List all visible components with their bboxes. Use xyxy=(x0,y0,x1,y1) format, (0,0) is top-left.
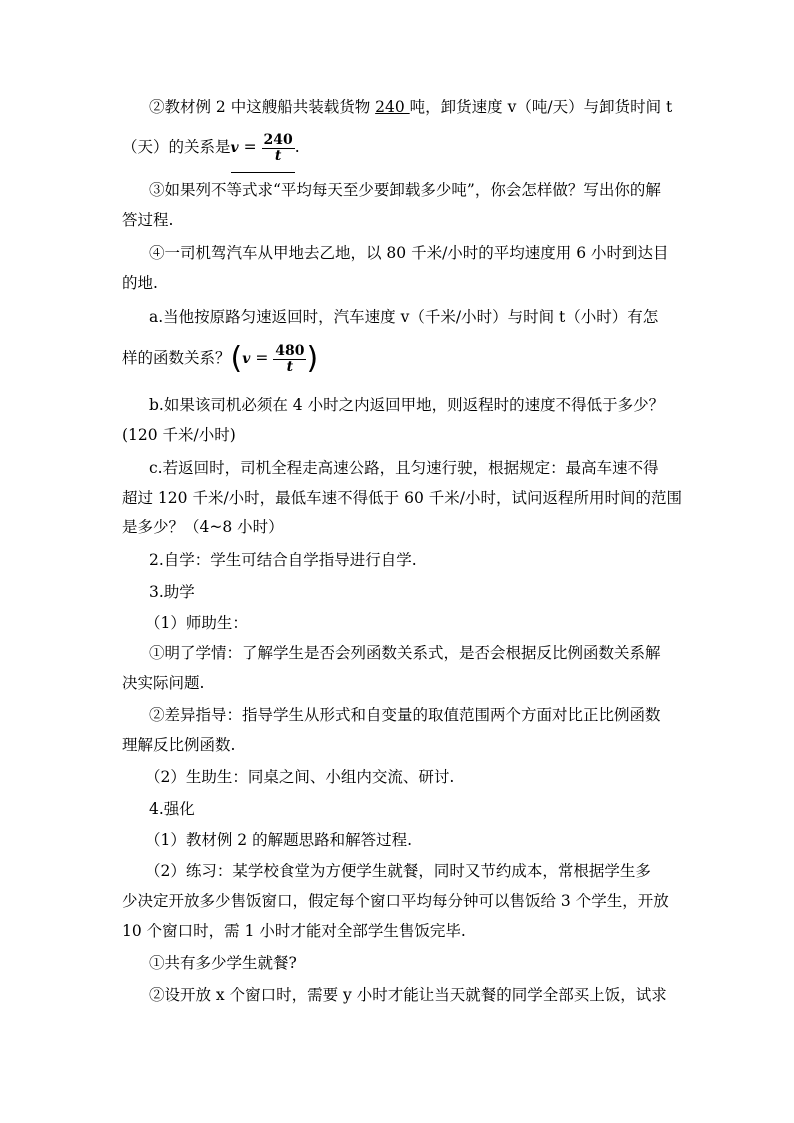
text-line xyxy=(122,488,682,508)
formula-v-240-over-t xyxy=(231,127,295,173)
text-span: ④一司机驾汽车从甲地去乙地，以 80 千米/小时的平均速度用 6 小时到达目 xyxy=(149,244,669,262)
fraction xyxy=(262,133,295,164)
text-span: ③如果列不等式求“平均每天至少要卸载多少吨”，你会怎样做？写出你的解 xyxy=(149,181,661,199)
text-span: 样的函数关系？ xyxy=(122,349,231,367)
text-span: 是多少？（4~8 小时） xyxy=(122,518,284,536)
text-span: 少决定开放多少售饭窗口，假定每个窗口平均每分钟可以售饭给 3 个学生，开放 xyxy=(122,892,669,910)
text-span: a.当他按原路匀速返回时，汽车速度 v（千米/小时）与时间 t（小时）有怎 xyxy=(149,308,659,326)
text-line xyxy=(122,338,318,379)
text-span: （天）的关系是 xyxy=(122,138,231,156)
left-paren: ( xyxy=(230,341,243,376)
text-line xyxy=(122,735,235,755)
text-line xyxy=(145,767,454,787)
text-line xyxy=(122,517,284,537)
text-line xyxy=(122,921,466,941)
text-span: 超过 120 千米/小时，最低车速不得低于 60 千米/小时，试问返程所用时间的范围 xyxy=(122,489,682,507)
text-span: 吨，卸货速度 v（吨/天）与卸货时间 t xyxy=(409,98,673,116)
text-span: (120 千米/小时) xyxy=(122,426,236,444)
text-line xyxy=(122,210,173,230)
text-line xyxy=(149,180,661,200)
text-line xyxy=(122,891,669,911)
text-span: ①共有多少学生就餐? xyxy=(149,954,297,972)
text-span: 4.强化 xyxy=(149,800,195,818)
text-span: 2.自学：学生可结合自学指导进行自学. xyxy=(149,551,417,569)
text-line xyxy=(149,705,661,725)
text-line xyxy=(122,127,300,173)
text-line xyxy=(122,425,236,445)
text-line xyxy=(149,799,195,819)
text-span: 10 个窗口时，需 1 小时才能对全部学生售饭完毕. xyxy=(122,922,466,940)
fraction-denominator: t xyxy=(274,147,282,164)
text-span: （2）生助生：同桌之间、小组内交流、研讨. xyxy=(145,768,455,786)
variable-v: v xyxy=(230,140,239,156)
text-line xyxy=(149,395,664,415)
text-span: ②教材例 2 中这艘船共装载货物 xyxy=(149,98,376,116)
text-span: 的地. xyxy=(122,274,158,292)
text-line xyxy=(122,673,204,693)
fraction-numerator: 240 xyxy=(263,131,293,148)
text-line xyxy=(149,985,667,1005)
text-span: 3.助学 xyxy=(149,583,195,601)
text-line xyxy=(149,97,672,117)
equals-sign: = xyxy=(255,349,269,367)
right-paren: ) xyxy=(306,341,319,376)
text-span: 决实际问题. xyxy=(122,674,205,692)
fraction-denominator: t xyxy=(286,358,294,375)
text-span: . xyxy=(294,138,300,156)
fraction-numerator: 480 xyxy=(275,342,305,359)
text-line xyxy=(149,307,658,327)
text-span: ②差异指导：指导学生从形式和自变量的取值范围两个方面对比正比例函数 xyxy=(149,706,661,724)
variable-v: v xyxy=(242,351,251,367)
equals-sign: = xyxy=(243,138,257,156)
text-span: （1）教材例 2 的解题思路和解答过程. xyxy=(145,831,413,849)
fraction xyxy=(273,344,306,375)
text-span: ②设开放 x 个窗口时，需要 y 小时才能让当天就餐的同学全部买上饭，试求 xyxy=(149,986,667,1004)
text-span: 答过程. xyxy=(122,211,174,229)
text-line xyxy=(145,861,651,881)
text-span: ①明了学情：了解学生是否会列函数关系式，是否会根据反比例函数关系解 xyxy=(149,644,661,662)
underlined-value: 240 xyxy=(375,98,410,116)
text-line xyxy=(149,243,669,263)
text-span: b.如果该司机必须在 4 小时之内返回甲地，则返程时的速度不得低于多少？ xyxy=(149,396,665,414)
text-span: （2）练习：某学校食堂为方便学生就餐，同时又节约成本，常根据学生多 xyxy=(145,862,651,880)
text-line xyxy=(145,830,412,850)
text-line xyxy=(149,458,659,478)
text-line xyxy=(149,643,661,663)
text-line xyxy=(122,273,158,293)
text-line xyxy=(145,613,248,633)
text-line xyxy=(149,953,297,973)
text-span: （1）师助生： xyxy=(145,614,248,632)
text-span: c.若返回时，司机全程走高速公路，且匀速行驶，根据规定：最高车速不得 xyxy=(149,459,659,477)
text-line xyxy=(149,582,195,602)
text-span: 理解反比例函数. xyxy=(122,736,236,754)
text-line xyxy=(149,550,417,570)
